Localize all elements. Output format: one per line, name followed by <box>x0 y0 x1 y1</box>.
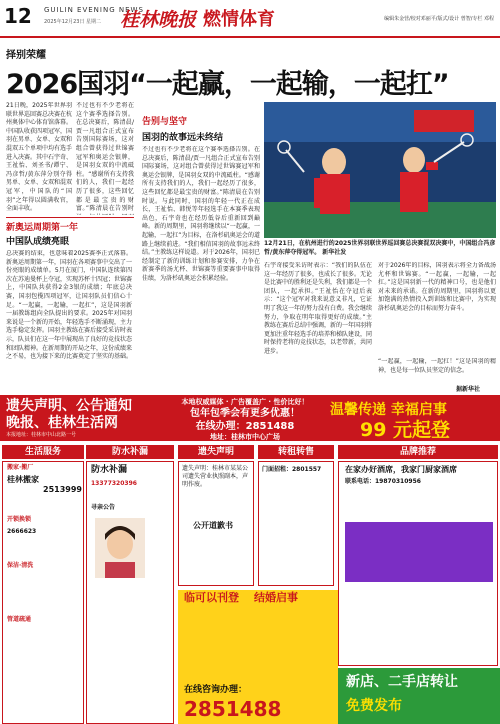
subhead-2: 中国队成绩亮眼 <box>6 237 70 247</box>
photo-caption: 12月21日，在杭州进行的2025世界羽联世界巡回赛总决赛混双决赛中，中国组合冯彦哲/黄东萍夺得冠军。 新华社发 <box>264 240 496 256</box>
yellow-sub: 结婚启事 <box>254 591 298 604</box>
editors-line: 编辑朱金营/校对邓丽平/版式/设计 曾智/专栏 邓程 <box>384 16 494 22</box>
ad-price: 99 元起登 <box>360 419 451 441</box>
ad-center-address: 地址：桂林市中心广场 <box>210 433 280 441</box>
subhead-4: 国羽的故事远未终结 <box>142 133 224 143</box>
child-photo <box>95 518 145 578</box>
ad-wedding-slogan: 温馨传递 幸福启事 <box>330 402 447 418</box>
article-kicker: 择别荣耀 <box>6 50 46 61</box>
missing-person-title: 寻亲公告 <box>91 504 116 511</box>
move-company: 桂林搬家 <box>7 475 39 484</box>
col2-body: 不过也有不少老将在这个赛季选择告别。在总决赛后，陈清晨/贾一凡组合正式宣布告别国际赛场，这对组合曾获得过世锦赛冠军和奥运会银牌，是国羽女双的中流砥柱。“感谢所有支持我们的人，我们一起经历了很多，这些回忆都是最宝贵的财富。”陈清晨在告别时说。与此同时，国羽的年轻一代正在成长，王祉怡、韩悦等年轻选手在本赛季表现出色，石宇奇也在经历低谷后重新回到巅峰。新的周期里，国羽将继续以“一起赢，一起输，一起扛”为目标，在洛杉矶奥运会的道路上继续前进。“我们相信国羽的故事远未终结。”主教练这样说道。对于2026年，国羽已经制定了新的训练计划和参赛安排，力争在新赛季的汤尤杯、世锦赛等重要赛事中取得佳绩，为洛杉矶奥运会积累经验。 <box>142 146 260 282</box>
brand-line2: 联系电话：19870310956 <box>345 478 421 485</box>
yellow-phone: 2851488 <box>184 697 282 721</box>
yellow-title: 临可以刊登 <box>184 591 239 604</box>
divider <box>6 217 134 218</box>
subhead-1: 新奥运周期第一年 <box>6 223 79 233</box>
byline: 据新华社 <box>456 386 481 393</box>
ad-banner-center <box>170 398 320 442</box>
ad-title-line1: 遗失声明、公告通知 <box>6 398 132 414</box>
badminton-photo <box>264 102 496 238</box>
category-transfer: 转租转售 <box>258 445 334 459</box>
ad-banner-note: 本报地址：桂林市中山北路一号 <box>6 432 77 438</box>
ad-center-phone: 在线办理：2851488 <box>195 421 295 432</box>
brand-purple-ad <box>345 522 493 582</box>
green-title1: 新店、二手店转让 <box>346 674 458 690</box>
col4-body: 对于2026年的目标，国羽表示将全力备战汤尤杯和世锦赛。“一起赢，一起输，一起扛。”这是国羽新一代的精神口号，也是他们对未来的承诺。在新的周期里，国羽将以更加饱满的热情投入到训练和比赛中，为实现洛杉矶奥运会的目标而努力奋斗。 <box>378 262 496 312</box>
badminton-players-image <box>264 102 496 238</box>
paper-english-name: GUILIN EVENING NEWS <box>44 6 144 14</box>
life-services-box <box>2 461 84 724</box>
brand-line1: 在家办好酒席，我家门厨家酒席 <box>345 465 457 474</box>
waterproof-box <box>86 461 174 724</box>
col3-body: 石宇奇接受采访时表示：“我们的队伍在这一年经历了很多，也成长了很多。无论是比赛中的胜利还是失利，我们都是一个团队，一起承担。”王祉怡在夺冠后表示：“这个冠军对我来说意义非凡，它证明了我这一年的努力没有白费。我会继续努力，争取在明年取得更好的成绩。”主教练在赛后总结中强调，新的一年国羽将更加注重年轻选手的培养和梯队建设，同时保持老将的竞技状态，以老带新，共同进步。 <box>264 262 372 355</box>
transfer-box <box>258 461 334 586</box>
col1-intro: 21日晚，2025年世界羽联世界巡回赛总决赛在杭州奥体中心体育馆落幕。中国队收获四项冠军，国羽在男单、女单、女双和混双五个单项中均有选手进入决赛。其中石宇奇、王祉怡、刘圣书/谭宁、冯彦哲/黄东萍分别夺得男单、女单、女双和混双冠军，中国队的“国羽”之年得以圆满收官，全面丰收。 <box>6 102 72 213</box>
col1-body: 总决赛的结束，也意味着2025赛季正式落幕。新奥运周期第一年，国羽在各项赛事中交出了一份亮眼的成绩单。5月在厦门，中国队连续第四次在苏迪曼杯上夺冠，实现苏杯十四冠；世锦赛上，中国队共获得2金3银的成绩；年底总决赛，国羽包揽四项冠军，让国羽队员们信心十足。“一起赢，一起输，一起扛”，这是国羽新一届教练组向全队提出的要求。2025年对国羽来说是一个新的开始，年轻选手不断涌现，主力选手稳定发挥。国羽主教练在赛后接受采访时表示，队员们在这一年中展现出了良好的竞技状态和团队精神。在新周期的开局之年，这份成绩来之不易，也为接下来的比赛奠定了坚实的基础。 <box>6 250 132 361</box>
lost-notice-text: 遗失声明：桂林市某某公司遗失营业执照副本，声明作废。 <box>182 465 249 488</box>
lock-title: 开锁换锁 <box>7 516 32 523</box>
category-lost-notice: 遗失声明 <box>178 445 254 459</box>
subhead-3: 告别与坚守 <box>142 117 188 127</box>
lost-notice-box <box>178 461 254 586</box>
move-phone: 2513999 <box>43 485 82 494</box>
article-headline: 2026国羽“一起赢，一起输，一起扛” <box>6 69 449 100</box>
waterproof-phone: 13377320396 <box>91 480 137 487</box>
col1b-intro: 不过也有不少老将在这个赛季选择告别。在总决赛后，陈清晨/贾一凡组合正式宣布告别国际赛场，这对组合曾获得过世锦赛冠军和奥运会银牌，是国羽女双的中流砥柱。“感谢所有支持我们的人，我们一起经历了很多，这些回忆都是最宝贵的财富。”陈清晨在告别时 <box>76 102 134 213</box>
shop-transfer-ad <box>338 668 500 724</box>
col4-tail: “一起赢，一起输，一起扛！”这是国羽的精神，也是每一位队员坚定的信念。 <box>378 358 496 374</box>
page-header <box>0 0 500 38</box>
category-life-services: 生活服务 <box>2 445 84 459</box>
category-waterproof: 防水补漏 <box>86 445 174 459</box>
section-title: 燃情体育 <box>203 9 275 30</box>
public-apology-title: 公开道歉书 <box>193 521 233 530</box>
green-title2: 免费发布 <box>346 698 402 714</box>
page-number: 12 <box>4 4 32 28</box>
move-title: 搬家·搬厂 <box>7 464 34 471</box>
pipe-title: 管道疏通 <box>7 616 32 623</box>
classified-ad-banner <box>0 395 500 441</box>
issue-date: 2025年12月23日 星期二 <box>44 19 102 25</box>
ad-title-line2: 晚报、桂林生活网 <box>6 415 118 431</box>
waterproof-name: 防水补漏 <box>91 465 128 475</box>
brand-box <box>338 461 498 666</box>
yellow-contact: 在线咨询办理： <box>184 685 248 695</box>
shop-rent-phone: 门面招租：2801557 <box>262 466 322 473</box>
paper-logo: 桂林晚报 <box>120 9 197 31</box>
cleaning-title: 保洁·清洗 <box>7 562 34 569</box>
ad-banner-title <box>6 398 132 432</box>
wedding-announcement-ad <box>178 590 338 724</box>
ad-center-line2: 包年包季会有更多优惠！ <box>190 408 300 419</box>
category-brand: 品牌推荐 <box>338 445 498 459</box>
lock-phone: 2666623 <box>7 528 37 535</box>
ad-center-line1: 本地权威媒体 · 广告覆盖广 · 性价比好！ <box>181 398 309 406</box>
